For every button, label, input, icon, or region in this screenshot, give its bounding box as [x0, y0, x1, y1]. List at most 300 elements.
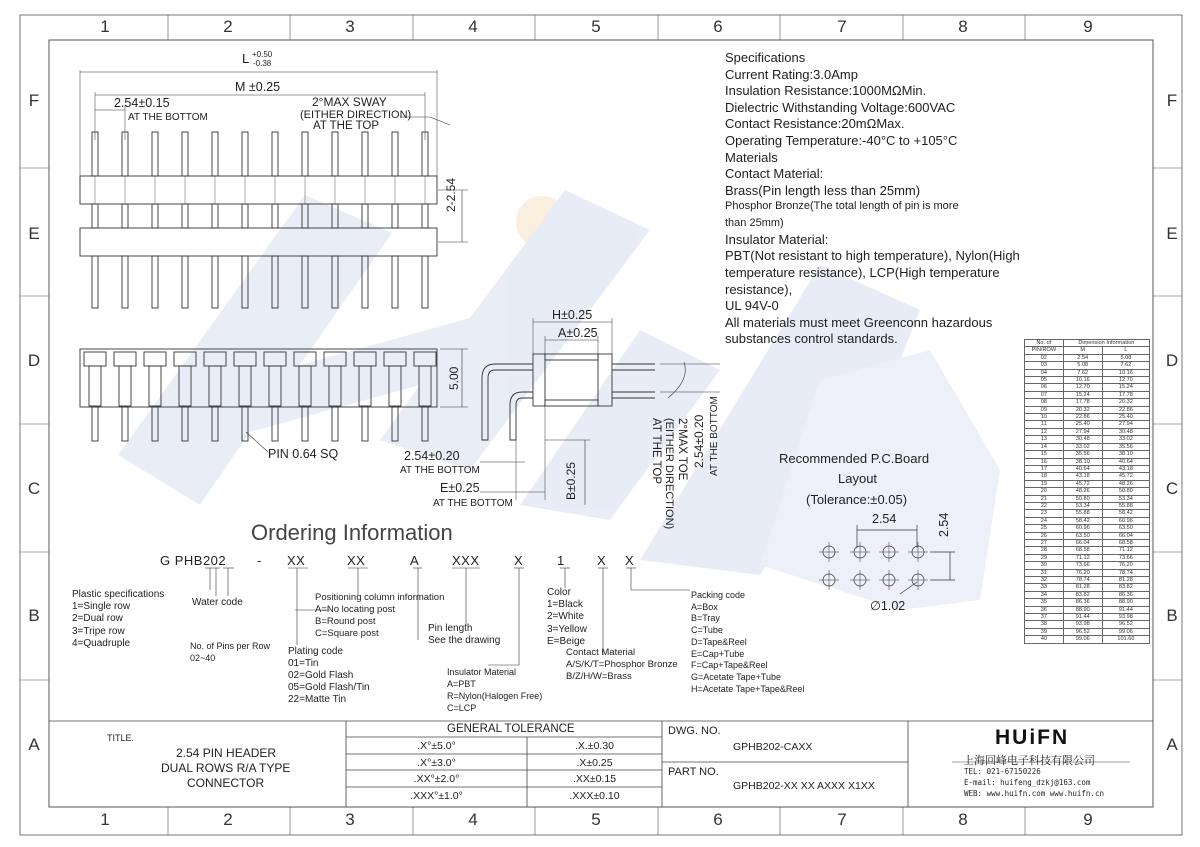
insulator-line: Insulator Material	[447, 667, 517, 677]
table-cell-m: 35.56	[1063, 451, 1102, 458]
dim-sway-1: 2°MAX SWAY	[312, 95, 387, 109]
dwg-label: DWG. NO.	[668, 725, 721, 737]
table-row	[1025, 621, 1150, 628]
plating-line: 05=Gold Flash/Tin	[288, 682, 370, 693]
table-cell-m: 99.06	[1063, 636, 1102, 643]
table-cell-m: 15.24	[1063, 391, 1102, 398]
top-pin-mid	[392, 204, 398, 228]
table-cell-pins: 22	[1025, 502, 1064, 509]
positioning-line: C=Square post	[315, 628, 379, 639]
table-cell-pins: 10	[1025, 414, 1064, 421]
pcb-tolerance: (Tolerance:±0.05)	[806, 492, 908, 507]
table-row	[1025, 510, 1150, 517]
table-cell-pins: 13	[1025, 436, 1064, 443]
table-cell-pins: 34	[1025, 591, 1064, 598]
packing-line: C=Tube	[691, 625, 723, 636]
tolerance-angle: .X°±3.0°	[417, 756, 456, 769]
spec-line: Operating Temperature:-40°C to +105°C	[725, 133, 958, 148]
dim-toe-1: 2°MAX TOE	[676, 418, 688, 481]
table-cell-l: 5.08	[1102, 354, 1149, 361]
insulator-line: C=LCP	[447, 703, 477, 713]
table-row	[1025, 577, 1150, 584]
table-cell-m: 53.34	[1063, 502, 1102, 509]
dim-sway-2: (EITHER DIRECTION)	[300, 109, 412, 121]
color-line: Color	[547, 587, 571, 598]
table-cell-l: 40.64	[1102, 458, 1149, 465]
spec-line: resistance),	[725, 281, 793, 297]
spec-line: Materials	[725, 149, 778, 165]
table-cell-m: 10.16	[1063, 377, 1102, 384]
table-cell-l: 86.36	[1102, 591, 1149, 598]
company-tel: TEL: 021-67150226	[964, 767, 1041, 776]
spec-line: Current Rating:3.0Amp	[725, 66, 858, 82]
table-cell-pins: 29	[1025, 554, 1064, 561]
table-header-m: M	[1063, 347, 1102, 354]
table-cell-m: 25.40	[1063, 421, 1102, 428]
front-pin-cell	[144, 352, 166, 366]
column-label-bottom: 9	[1083, 810, 1093, 829]
row-label-right: F	[1166, 91, 1178, 110]
pins-per-row-line: 02~40	[190, 653, 216, 663]
table-cell-pins: 35	[1025, 599, 1064, 606]
table-cell-m: 91.44	[1063, 614, 1102, 621]
plastic-spec-line: 4=Quadruple	[72, 637, 131, 649]
plating-line: 22=Matte Tin	[288, 694, 347, 705]
tolerance-linear: .X.±0.30	[574, 740, 615, 752]
dim-M: M ±0.25	[235, 80, 281, 94]
top-pin-upper	[362, 132, 368, 176]
table-row	[1025, 406, 1150, 413]
table-cell-l: 12.70	[1102, 377, 1149, 384]
company-name: 上海回峰电子科技有限公司	[963, 755, 1095, 767]
tolerance-angle: .XXX°±1.0°	[410, 790, 463, 803]
table-cell-m: 55.88	[1063, 510, 1102, 517]
table-cell-pins: 40	[1025, 636, 1064, 643]
top-pin-lower	[392, 256, 398, 308]
spec-line: than 25mm)	[725, 216, 784, 229]
table-cell-l: 55.88	[1102, 502, 1149, 509]
table-row	[1025, 436, 1150, 443]
company-email: E-mail: huifeng_dzkj@163.com	[964, 778, 1091, 787]
table-cell-m: 78.74	[1063, 577, 1102, 584]
table-cell-m: 71.12	[1063, 554, 1102, 561]
top-pin-mid	[272, 204, 278, 228]
contact-line: A/S/K/T=Phosphor Bronze	[566, 659, 678, 670]
table-cell-pins: 08	[1025, 399, 1064, 406]
plastic-spec-line: 3=Tripe row	[72, 625, 125, 637]
dim-B: B±0.25	[564, 462, 578, 500]
table-cell-l: 10.16	[1102, 369, 1149, 376]
table-cell-l: 99.06	[1102, 628, 1149, 635]
order-code-part: G PHB202	[160, 553, 227, 568]
pcb-hole: ∅1.02	[870, 599, 906, 613]
spec-line: Contact Resistance:20mΩMax.	[725, 116, 905, 132]
tolerance-linear: .XX±0.15	[572, 773, 617, 786]
dwg-value: GPHB202-CAXX	[733, 741, 813, 753]
positioning-line: A=No locating post	[315, 604, 396, 615]
table-row	[1025, 480, 1150, 487]
table-row	[1025, 465, 1150, 472]
pin-length-line: Pin length	[428, 623, 473, 634]
table-row	[1025, 554, 1150, 561]
pin-length-line: See the drawing	[428, 635, 501, 647]
table-row	[1025, 488, 1150, 495]
table-cell-l: 38.10	[1102, 451, 1149, 458]
table-cell-l: 93.98	[1102, 614, 1149, 621]
front-pin-leg	[332, 407, 338, 441]
positioning-line: Positioning column information	[315, 592, 445, 603]
top-pin-upper	[272, 132, 278, 176]
spec-line: Dielectric Withstanding Voltage:600VAC	[725, 99, 956, 115]
order-code-part: X	[597, 553, 607, 568]
table-cell-m: 58.42	[1063, 517, 1102, 524]
top-pin-upper	[242, 132, 248, 176]
table-cell-l: 43.18	[1102, 465, 1149, 472]
dim-vert-pitch: 2.54±0.20	[692, 414, 706, 468]
packing-line: H=Acetate Tape+Tape&Reel	[691, 683, 805, 694]
table-cell-l: 101.60	[1102, 636, 1149, 643]
table-cell-pins: 02	[1025, 354, 1064, 361]
table-cell-m: 30.48	[1063, 436, 1102, 443]
dim-height: 5.00	[447, 366, 461, 390]
row-label-right: B	[1166, 606, 1178, 625]
table-cell-l: 30.48	[1102, 428, 1149, 435]
spec-line: Specifications	[725, 50, 806, 65]
top-pin-mid	[182, 204, 188, 228]
title-label: TITLE.	[107, 733, 135, 743]
table-cell-pins: 04	[1025, 369, 1064, 376]
table-row	[1025, 384, 1150, 391]
table-row	[1025, 443, 1150, 450]
table-cell-pins: 17	[1025, 465, 1064, 472]
packing-line: B=Tray	[691, 613, 720, 624]
column-label-top: 3	[345, 17, 355, 36]
table-row	[1025, 584, 1150, 591]
top-pin-upper	[392, 132, 398, 176]
table-cell-l: 20.32	[1102, 399, 1149, 406]
tolerance-linear: .X±0.25	[576, 756, 613, 769]
dim-toe-3: AT THE TOP	[650, 418, 662, 485]
table-cell-m: 88.90	[1063, 606, 1102, 613]
table-cell-pins: 31	[1025, 569, 1064, 576]
table-cell-m: 50.80	[1063, 495, 1102, 502]
dim-vert-pitch-note: AT THE BOTTOM	[709, 396, 720, 476]
table-cell-l: 22.86	[1102, 406, 1149, 413]
table-cell-l: 78.74	[1102, 569, 1149, 576]
table-cell-pins: 33	[1025, 584, 1064, 591]
pin-size-label: PIN 0.64 SQ	[268, 447, 339, 461]
front-pin-leg	[362, 407, 368, 441]
table-cell-l: 91.44	[1102, 606, 1149, 613]
top-pin-lower	[212, 256, 218, 308]
table-cell-pins: 37	[1025, 614, 1064, 621]
table-cell-l: 53.34	[1102, 495, 1149, 502]
column-label-bottom: 3	[345, 810, 355, 829]
table-cell-l: 35.56	[1102, 443, 1149, 450]
table-cell-pins: 32	[1025, 577, 1064, 584]
dim-pitch: 2.54±0.15	[114, 96, 170, 110]
column-label-top: 1	[100, 17, 110, 36]
table-cell-m: 17.78	[1063, 399, 1102, 406]
spec-line: Phosphor Bronze(The total length of pin is more	[725, 200, 959, 213]
top-pin-mid	[212, 204, 218, 228]
table-row	[1025, 547, 1150, 554]
plastic-spec-line: 1=Single row	[72, 601, 131, 613]
table-cell-m: 40.64	[1063, 465, 1102, 472]
table-cell-m: 7.62	[1063, 369, 1102, 376]
row-label-right: A	[1166, 735, 1178, 754]
company-web: WEB: www.huifn.com www.huifn.cn	[964, 789, 1104, 798]
table-cell-l: 73.66	[1102, 554, 1149, 561]
table-cell-l: 71.12	[1102, 547, 1149, 554]
table-cell-pins: 11	[1025, 421, 1064, 428]
table-cell-pins: 27	[1025, 539, 1064, 546]
top-pin-lower	[122, 256, 128, 308]
column-label-bottom: 5	[591, 810, 601, 829]
table-row	[1025, 606, 1150, 613]
table-row	[1025, 502, 1150, 509]
packing-line: A=Box	[691, 601, 718, 612]
top-pin-upper	[332, 132, 338, 176]
column-label-bottom: 1	[100, 810, 110, 829]
plastic-spec-line: 2=Dual row	[72, 613, 123, 625]
water-code-label: Water code	[192, 597, 243, 608]
table-cell-m: 93.98	[1063, 621, 1102, 628]
table-cell-l: 81.28	[1102, 577, 1149, 584]
row-label-right: E	[1166, 224, 1178, 243]
spec-line: Brass(Pin length less than 25mm)	[725, 182, 921, 198]
title-line-3: CONNECTOR	[187, 776, 265, 790]
table-row	[1025, 428, 1150, 435]
table-header-pinrow: PIN/ROW	[1025, 347, 1064, 354]
dim-pitch-note: AT THE BOTTOM	[128, 112, 208, 123]
spec-line: PBT(Not resistant to high temperature), Nylon(High	[725, 248, 1020, 264]
pcb-title-2: Layout	[838, 471, 878, 486]
spec-line: UL 94V-0	[725, 298, 779, 314]
row-label-left: B	[28, 606, 40, 625]
table-cell-pins: 24	[1025, 517, 1064, 524]
table-cell-pins: 23	[1025, 510, 1064, 517]
row-label-left: A	[28, 735, 40, 754]
table-cell-m: 63.50	[1063, 532, 1102, 539]
column-label-bottom: 4	[468, 810, 478, 829]
table-row	[1025, 562, 1150, 569]
table-row	[1025, 458, 1150, 465]
column-label-top: 5	[591, 17, 601, 36]
color-line: E=Beige	[547, 635, 586, 647]
table-cell-l: 48.26	[1102, 480, 1149, 487]
table-cell-pins: 09	[1025, 406, 1064, 413]
spec-line: Insulation Resistance:1000MΩMin.	[725, 83, 927, 99]
dimension-table	[1024, 339, 1150, 644]
table-cell-pins: 03	[1025, 362, 1064, 369]
table-cell-m: 86.36	[1063, 599, 1102, 606]
row-label-left: E	[28, 224, 40, 243]
top-pin-upper	[182, 132, 188, 176]
dim-H: H±0.25	[552, 308, 593, 322]
table-cell-l: 60.96	[1102, 517, 1149, 524]
insulator-line: A=PBT	[447, 679, 476, 689]
table-cell-m: 12.70	[1063, 384, 1102, 391]
order-code-part: -	[257, 553, 262, 568]
table-cell-l: 83.82	[1102, 584, 1149, 591]
plating-line: Plating code	[288, 646, 344, 657]
plating-line: 01=Tin	[288, 658, 319, 669]
spec-line: temperature resistance), LCP(High temperature	[725, 265, 1000, 280]
table-cell-pins: 25	[1025, 525, 1064, 532]
table-row	[1025, 539, 1150, 546]
row-label-left: C	[27, 479, 41, 498]
table-cell-pins: 26	[1025, 532, 1064, 539]
top-pin-upper	[212, 132, 218, 176]
table-cell-l: 76.20	[1102, 562, 1149, 569]
packing-line: F=Cap+Tape&Reel	[691, 660, 768, 671]
table-cell-pins: 06	[1025, 384, 1064, 391]
table-row	[1025, 599, 1150, 606]
packing-line: E=Cap+Tube	[691, 648, 745, 659]
company-logo: HUiFN	[995, 726, 1070, 749]
column-label-bottom: 7	[837, 810, 847, 829]
order-code-part: X	[514, 553, 524, 568]
row-label-right: C	[1165, 479, 1179, 498]
table-row	[1025, 569, 1150, 576]
top-pin-mid	[242, 204, 248, 228]
table-cell-m: 27.94	[1063, 428, 1102, 435]
title-line-1: 2.54 PIN HEADER	[176, 746, 277, 760]
table-cell-l: 33.02	[1102, 436, 1149, 443]
table-row	[1025, 473, 1150, 480]
table-row	[1025, 636, 1150, 643]
table-cell-pins: 30	[1025, 562, 1064, 569]
column-label-top: 8	[958, 17, 968, 36]
table-row	[1025, 614, 1150, 621]
spec-line: Contact Material:	[725, 166, 824, 182]
top-pin-mid	[422, 204, 428, 228]
column-label-top: 9	[1083, 17, 1093, 36]
top-pin-lower	[92, 256, 98, 308]
table-cell-l: 25.40	[1102, 414, 1149, 421]
column-label-top: 2	[223, 17, 233, 36]
table-cell-pins: 39	[1025, 628, 1064, 635]
dim-E-note: AT THE BOTTOM	[433, 498, 513, 509]
dim-L-tol-upper: +0.50	[252, 50, 273, 59]
table-row	[1025, 591, 1150, 598]
table-cell-l: 58.42	[1102, 510, 1149, 517]
table-row	[1025, 532, 1150, 539]
table-cell-l: 96.52	[1102, 621, 1149, 628]
order-code-part: A	[410, 553, 420, 568]
row-label-right: D	[1165, 351, 1179, 370]
table-cell-pins: 07	[1025, 391, 1064, 398]
table-cell-l: 63.50	[1102, 525, 1149, 532]
table-cell-l: 17.78	[1102, 391, 1149, 398]
table-cell-m: 60.96	[1063, 525, 1102, 532]
order-code-part: 1	[557, 553, 565, 568]
contact-line: Contact Material	[566, 647, 636, 658]
top-pin-upper	[302, 132, 308, 176]
table-row	[1025, 377, 1150, 384]
column-label-bottom: 6	[713, 810, 723, 829]
table-header-info: Dimension Information	[1063, 340, 1149, 347]
table-header-no: No. of	[1025, 340, 1064, 347]
table-cell-pins: 18	[1025, 473, 1064, 480]
column-label-bottom: 8	[958, 810, 968, 829]
dim-pitch-bottom-note: AT THE BOTTOM	[400, 465, 480, 476]
table-cell-m: 5.08	[1063, 362, 1102, 369]
dim-L: L	[242, 51, 250, 66]
table-cell-l: 50.80	[1102, 488, 1149, 495]
row-label-left: D	[27, 351, 41, 370]
front-pin-cell	[84, 352, 106, 366]
front-pin-cell	[114, 352, 136, 366]
table-row	[1025, 399, 1150, 406]
table-cell-l: 15.24	[1102, 384, 1149, 391]
column-label-top: 7	[837, 17, 847, 36]
table-cell-pins: 05	[1025, 377, 1064, 384]
packing-line: D=Tape&Reel	[691, 636, 747, 647]
table-cell-pins: 20	[1025, 488, 1064, 495]
table-cell-l: 68.58	[1102, 539, 1149, 546]
plastic-spec-line: Plastic specifications	[72, 589, 165, 600]
table-row	[1025, 451, 1150, 458]
dim-A: A±0.25	[558, 326, 598, 340]
table-cell-m: 38.10	[1063, 458, 1102, 465]
table-row	[1025, 391, 1150, 398]
table-cell-m: 45.72	[1063, 480, 1102, 487]
front-pin-leg	[92, 407, 98, 441]
table-cell-pins: 14	[1025, 443, 1064, 450]
order-code-part: XX	[287, 553, 306, 568]
top-pin-lower	[152, 256, 158, 308]
table-row	[1025, 354, 1150, 361]
table-cell-l: 7.62	[1102, 362, 1149, 369]
table-header-l: L	[1102, 347, 1149, 354]
top-pin-lower	[422, 256, 428, 308]
pins-per-row-line: No. of Pins per Row	[190, 641, 271, 651]
dim-pitch-bottom: 2.54±0.20	[404, 449, 460, 463]
dim-sway-3: AT THE TOP	[313, 120, 380, 132]
table-cell-pins: 38	[1025, 621, 1064, 628]
dim-E: E±0.25	[440, 481, 480, 495]
tolerance-linear: .XXX±0.10	[569, 790, 620, 803]
spec-line: All materials must meet Greenconn hazardous	[725, 314, 993, 330]
order-code-part: XXX	[452, 553, 480, 568]
table-cell-m: 66.04	[1063, 539, 1102, 546]
top-pin-upper	[152, 132, 158, 176]
table-cell-m: 22.86	[1063, 414, 1102, 421]
packing-line: Packing code	[691, 590, 746, 600]
column-label-top: 4	[468, 17, 478, 36]
color-line: 3=Yellow	[547, 623, 587, 635]
part-value: GPHB202-XX XX AXXX X1XX	[733, 780, 875, 792]
table-row	[1025, 369, 1150, 376]
tolerance-angle: .X°±5.0°	[417, 740, 456, 752]
table-cell-l: 45.72	[1102, 473, 1149, 480]
table-row	[1025, 628, 1150, 635]
table-row	[1025, 421, 1150, 428]
ordering-title: Ordering Information	[251, 520, 453, 545]
table-row	[1025, 517, 1150, 524]
dim-L-tol-lower: -0.38	[253, 59, 272, 68]
table-cell-pins: 36	[1025, 606, 1064, 613]
front-pin-leg	[122, 407, 128, 441]
table-row	[1025, 525, 1150, 532]
table-cell-l: 27.94	[1102, 421, 1149, 428]
table-cell-m: 2.54	[1063, 354, 1102, 361]
column-label-top: 6	[713, 17, 723, 36]
order-code-part: X	[625, 553, 635, 568]
packing-line: G=Acetate Tape+Tube	[691, 671, 782, 682]
